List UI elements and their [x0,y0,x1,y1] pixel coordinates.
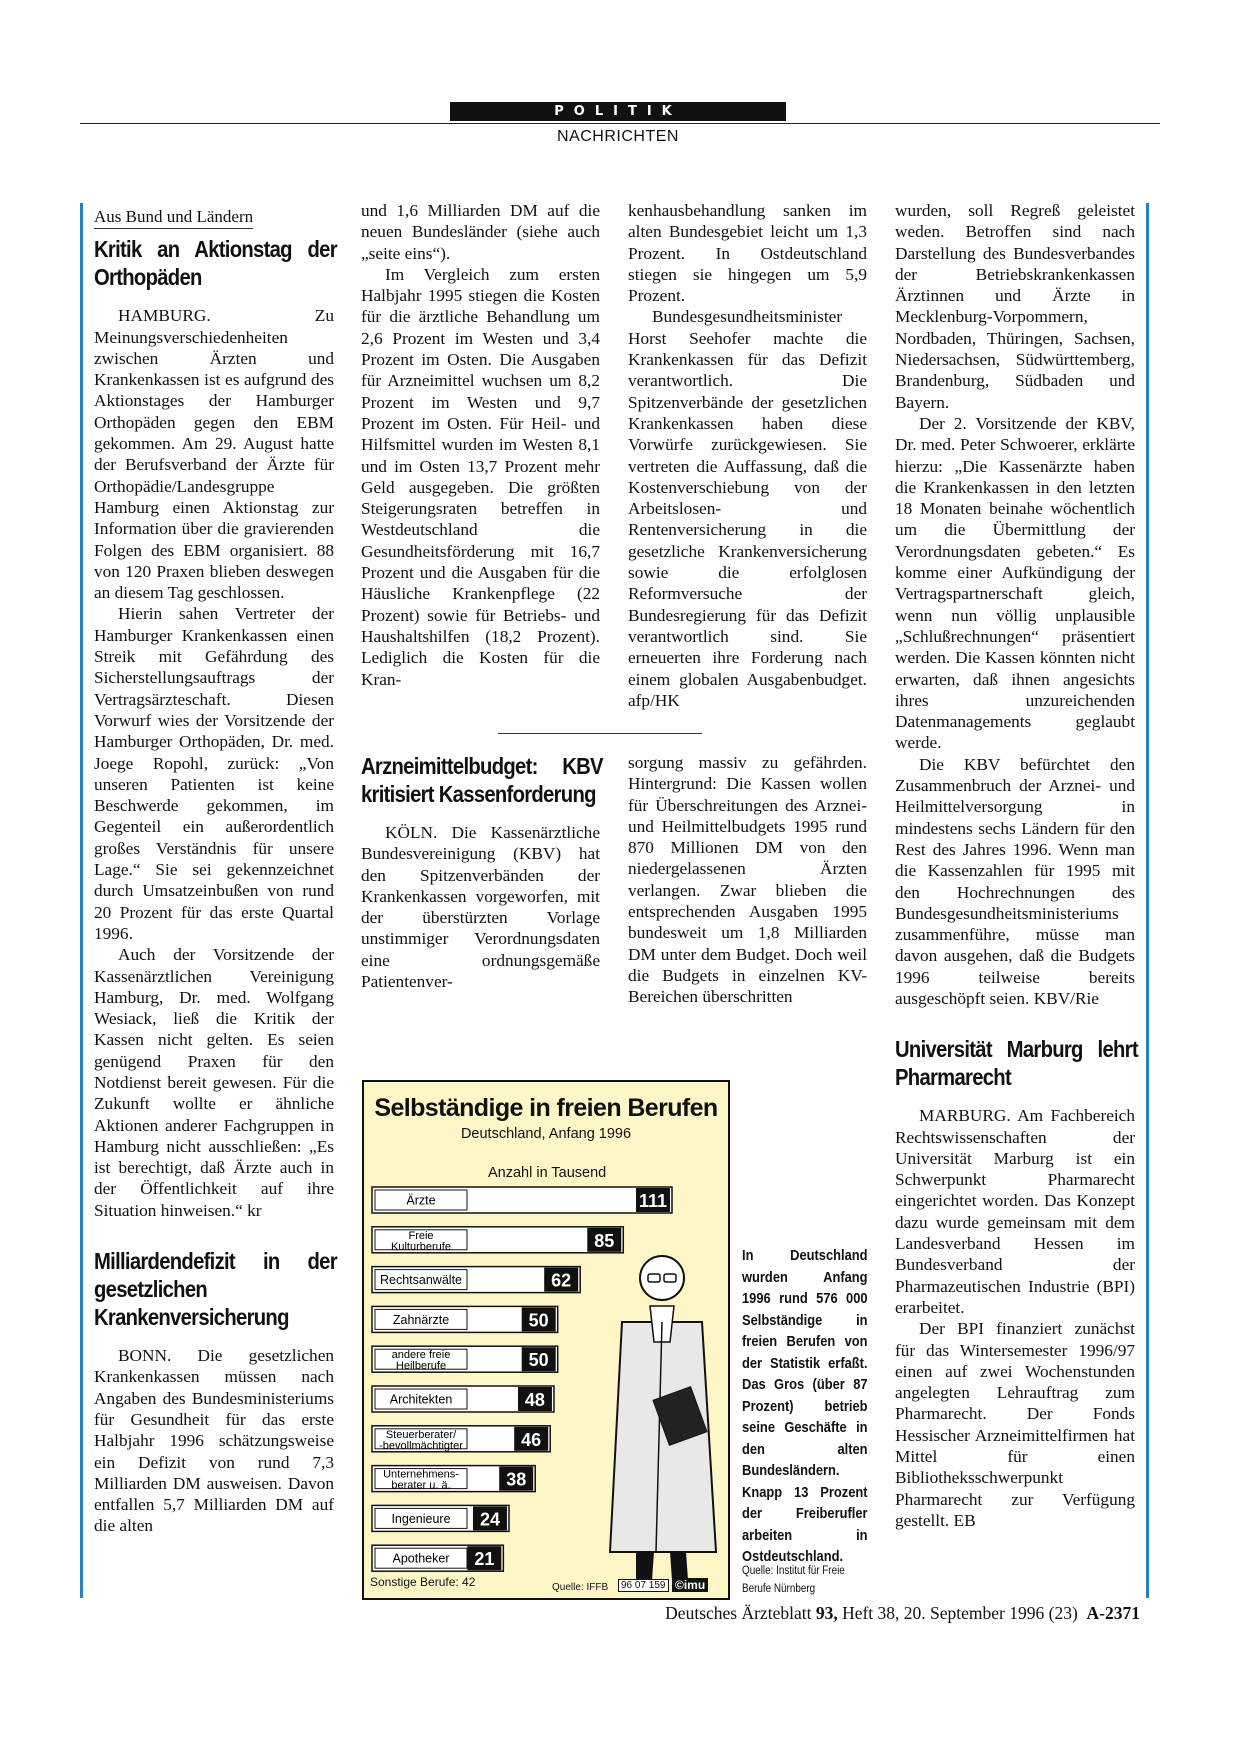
category-label: Apotheker [392,1551,450,1566]
header-rule [80,123,1160,124]
value-label: 111 [638,1191,668,1211]
chart-unit-label: Anzahl in Tausend [488,1165,607,1181]
article-paragraph: HAMBURG. Zu Meinungsverschiedenheiten zwischen Ärzten und Krankenkassen ist es aufgrund des Aktionstages der Hamburger Orthopäden gegen den EBM gekommen. Am 29. August hatte der Berufsverband der Ärzte für Orthopädie/Landesgruppe Hamburg einen Aktionstag zur Information über die gravierenden Folgen des EBM organisiert. 88 von 120 Praxen blieben deswegen an diesem Tag geschlossen. [94,306,334,603]
article-paragraph: sorgung massiv zu gefährden. Hintergrund: Die Kassen wollen für Überschreitungen des Arznei- und Heilmittelbudgets 1995 rund 870 Millionen DM von den niedergelassenen Ärzten verlangen. Zwar blieben die entsprechenden Ausgaben 1995 bundesweit um 1,8 Milliarden DM unter dem Budget. Doch weil die Budgets in einzelnen KV-Bereichen überschritten [628,753,867,1007]
article-paragraph: Hierin sahen Vertreter der Hamburger Krankenkassen einen Streik mit Gefährdung des Sicherstellungsauftrags der Vertragsärzteschaft. Diesen Vorwurf wies der Vorsitzende der Hamburger Orthopäden, Dr. med. Joege Ropohl, zurück: „Von unseren Patienten ist keine Beschwerde gekommen, im Gegenteil ein außerordentlich großes Verständnis für unsere Lage.“ Sie sei gekennzeichnet durch Umsatzeinbußen von rund 20 Prozent für das erste Quartal 1996. [94,604,334,943]
chart-subtitle: Deutschland, Anfang 1996 [460,1126,632,1142]
caption-source: Quelle: Institut für Freie Berufe Nürnberg [742,1565,845,1595]
category-label: Zahnärzte [392,1312,450,1327]
category-label: Unternehmens-berater u. ä. [383,1468,459,1492]
column-3-lower [628,752,867,1008]
category-label: Rechtsanwälte [380,1273,462,1288]
article-paragraph: kenhausbehandlung sanken im alten Bundesgebiet leicht um 1,3 Prozent. In Ostdeutschland stiegen sie hingegen um 5,9 Prozent. [628,201,867,306]
infographic [362,1080,730,1600]
left-accent-bar [80,203,83,1598]
article-paragraph: Der 2. Vorsitzende der KBV, Dr. med. Peter Schwoerer, erklärte hierzu: „Die Kassenärzte haben die Krankenkassen in den letzten 18 Monaten beinahe wöchentlich um die Übermittlung der Verordnungsdaten gebeten.“ Es komme einer Aufkündigung der Vertragspartnerschaft gleich, wenn nun völlig unplausible „Schlußrechnungen“ präsentiert werden. Die Kassen könnten nicht erwarten, daß ihnen angesichts ihres unzureichenden Datenmanagements geglaubt werde. [895,413,1135,753]
category-label: Ingenieure [391,1511,451,1526]
subsection-label: NACHRICHTEN [557,128,679,145]
article-paragraph: wurden, soll Regreß geleistet weden. Betroffen sind nach Darstellung des Bundesverbandes der Betriebskrankenkassen Ärztinnen und Ärzte in Mecklenburg-Vorpommern, Nordbaden, Thüringen, Sachsen, Niedersachsen, Südwürttemberg, Brandenburg, Südbaden und Bayern. [895,201,1135,412]
page-number: A-2371 [1086,1603,1140,1623]
chart-code: 96 07 159 [618,1579,669,1592]
page-footer [560,1603,1140,1624]
article-paragraph: Auch der Vorsitzende der Kassenärztlichen Vereinigung Hamburg, Dr. med. Wolfgang Wesiack, ließ die Kritik der Kassen nicht gelten. Es seien genügend Praxen für den Notdienst bereit gewesen. Für die Zukunft wollte er ähnliche Aktionen anderer Fachgruppen in Hamburg nicht ausschließen: „Es ist berechtigt, daß Ärzte auch in der Öffentlichkeit auf ihre Situation hinweisen.“ kr [94,945,334,1220]
article-paragraph: Der BPI finanziert zunächst für das Wintersemester 1996/97 einen auf zwei Wochenstunden angelegten Lehrauftrag zum Pharmarecht. Der Fonds Hessischer Arzneimittelfirmen hat Mittel für einen Bibliotheksschwerpunkt Pharmarecht zur Verfügung gestellt. EB [895,1319,1135,1530]
infographic-caption: In Deutschland wurden Anfang 1996 rund 576 000 Selbständige in freien Berufen von der Statistik erfaßt. Das Gros (über 87 Prozent) betrieb seine Geschäfte in den alten Bundesländern. Knapp 13 Prozent der Freiberufler arbeiten in Ostdeutschland. [742,1247,868,1565]
column-2 [361,200,600,690]
value-label: 38 [506,1469,527,1490]
imu-logo: ©imu [672,1578,708,1592]
issue-date: Heft 38, 20. September 1996 (23) [842,1603,1078,1623]
category-label: Architekten [389,1392,453,1407]
headline-arzneimittelbudget: Arzneimittelbudget: KBV kritisiert Kassenforderung [361,753,603,807]
headline-marburg: Universität Marburg lehrt Pharmarecht [895,1036,1138,1091]
value-label: 24 [479,1509,500,1530]
professional-figure-illustration [610,1256,716,1580]
article-paragraph: Im Vergleich zum ersten Halbjahr 1995 stiegen die Kosten für die ärztliche Behandlung um 2,6 Prozent im Westen und 3,4 Prozent im Osten. Die Ausgaben für Arzneimittel wuchsen um 8,2 Prozent im Westen und 9,7 Prozent im Osten. Für Heil- und Hilfsmittel wurden im Westen 8,1 und im Osten 13,7 Prozent mehr Geld ausgegeben. Die größten Steigerungsraten betreffen in Westdeutschland die Gesundheitsförderung mit 16,7 Prozent und die Ausgaben für die Häusliche Krankenpflege (22 Prozent) sowie für Betriebs- und Haushaltshilfen (18,2 Prozent). Lediglich die Kosten für die Kran- [361,264,600,689]
chart-source: Quelle: IFFB [552,1582,609,1593]
article-paragraph: und 1,6 Milliarden DM auf die neuen Bundesländer (siehe auch „seite eins“). [361,201,600,263]
chart-title: Selbständige in freien Berufen [374,1094,718,1122]
article-paragraph: KÖLN. Die Kassenärztliche Bundesvereinigung (KBV) hat den Spitzenverbänden der Krankenkassen vorgeworfen, mit der überstürzten Vorlage unstimmiger Verordnungsdaten eine ordnungsgemäße Patientenver- [361,823,600,992]
headline-milliardendefizit: Milliardendefizit in der gesetzlichen Krankenversicherung [94,1248,337,1331]
category-label: andere freie Heilberufe [391,1349,451,1373]
article-separator [498,733,702,734]
category-label: Steuerberater/ -bevollmächtigter [379,1428,463,1452]
value-label: 46 [521,1429,542,1450]
value-label: 50 [528,1310,549,1331]
bar-chart [364,1082,728,1598]
column-4 [895,200,1138,1531]
section-label: POLITIK [450,102,786,121]
article-paragraph: Bundesgesundheitsminister Horst Seehofer machte die Krankenkassen für das Defizit verantwortlich. Die Spitzenverbände der gesetzlichen Krankenkassen haben diese Vorwürfe zurückgewiesen. Sie vertreten die Auffassung, daß die Kostenverschiebung von der Arbeitslosen- und Rentenversicherung in die gesetzliche Krankenversicherung sowie die erfolglosen Reformversuche der Bundesregierung für das Defizit verantwortlich sind. Sie erneuerten ihre Forderung nach einem globalen Ausgabenbudget. afp/HK [628,307,867,710]
column-1 [94,206,337,1537]
right-accent-bar [1146,203,1149,1598]
journal-name: Deutsches Ärzteblatt [665,1603,812,1623]
other-professions-note: Sonstige Berufe: 42 [370,1575,476,1589]
article-paragraph: MARBURG. Am Fachbereich Rechtswissenschaften der Universität Marburg ist ein Schwerpunkt Pharmarecht eingerichtet worden. Das Konzept dazu wurde gemeinsam mit dem Landesverband Hessen im Bundesverband der Pharmazeutischen Industrie (BPI) erarbeitet. [895,1106,1135,1317]
volume: 93, [815,1603,838,1623]
column-3 [628,200,867,711]
value-label: 50 [528,1350,549,1371]
value-label: 85 [594,1230,615,1251]
rubric: Aus Bund und Ländern [94,206,253,229]
column-2-lower [361,752,603,992]
value-label: 48 [524,1390,545,1410]
headline-orthopaeden: Kritik an Aktionstag der Orthopäden [94,236,337,291]
value-label: 62 [551,1270,572,1291]
article-paragraph: Die KBV befürchtet den Zusammenbruch der Arznei- und Heilmittelversorgung in mindestens sechs Ländern für den Rest des Jahres 1996. Wenn man die Kassenzahlen für 1995 mit den Hochrechnungen des Bundesgesundheitsministeriums zusammenführe, müsse man davon ausgehen, daß die Budgets 1996 teilweise bereits ausgeschöpft seien. KBV/Rie [895,754,1135,1008]
value-label: 21 [474,1549,495,1570]
category-label: Ärzte [406,1193,436,1208]
category-label: Freie Kulturberufe [391,1229,451,1253]
article-paragraph: BONN. Die gesetzlichen Krankenkassen müssen nach Angaben des Bundesministeriums für Gesundheit für das erste Halbjahr 1996 schätzungsweise ein Defizit von rund 7,3 Milliarden DM ausweisen. Davon entfallen 5,7 Milliarden DM auf die alten [94,1346,334,1536]
